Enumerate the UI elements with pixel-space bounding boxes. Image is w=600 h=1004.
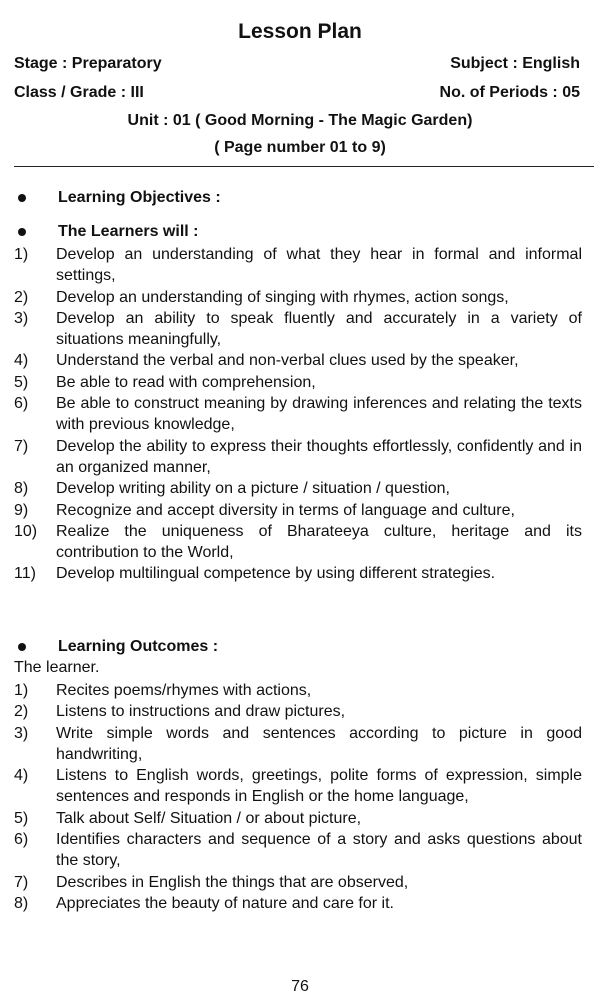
list-item-number: 4): [14, 767, 29, 785]
list-item-number: 6): [14, 395, 29, 413]
page-range: ( Page number 01 to 9): [214, 139, 386, 156]
list-item-text: Develop an understanding of singing with rhymes, action songs,: [56, 288, 509, 306]
list-item-text: Listens to English words, greetings, polite forms of expression, simple sentences and responds in English or the home language,: [56, 767, 582, 806]
list-item: [14, 829, 582, 872]
header-divider: [14, 166, 594, 167]
list-item: [14, 563, 582, 584]
objectives-list: [14, 244, 582, 585]
list-item: [14, 500, 582, 521]
list-item-text: Be able to read with comprehension,: [56, 373, 316, 391]
list-item-text: Develop multilingual competence by using different strategies.: [56, 565, 496, 583]
list-item-text: Develop an ability to speak fluently and accurately in a variety of situations meaningfully,: [56, 309, 582, 349]
list-item-text: Write simple words and sentences according to picture in good handwriting,: [56, 724, 582, 763]
list-item-number: 6): [14, 831, 29, 849]
list-item-text: Recognize and accept diversity in terms of language and culture,: [56, 501, 515, 519]
objectives-heading-text: Learning Objectives :: [58, 189, 221, 206]
header-row-1: [14, 55, 580, 73]
list-item-number: 1): [14, 246, 29, 263]
list-item-text: Identifies characters and sequence of a story and asks questions about the story,: [56, 831, 582, 870]
list-item-number: 10): [14, 522, 38, 540]
list-item: [14, 765, 582, 808]
list-item: [14, 808, 582, 829]
list-item: [14, 680, 582, 701]
list-item: [14, 872, 582, 893]
list-item-text: Talk about Self/ Situation / or about picture,: [56, 809, 362, 827]
learners-heading: [14, 223, 198, 241]
list-item: [14, 436, 582, 479]
list-item-text: Be able to construct meaning by drawing inferences and relating the texts with previous knowledge,: [56, 395, 582, 434]
list-item-number: 3): [14, 309, 29, 327]
list-item-number: 11): [14, 565, 36, 583]
list-item: [14, 308, 582, 351]
list-item-number: 7): [14, 873, 29, 891]
list-item-text: Realize the uniqueness of Bharateeya culture, heritage and its contribution to the World,: [56, 522, 582, 562]
page-title: Lesson Plan: [238, 20, 362, 43]
list-item: [14, 350, 582, 371]
periods-label: No. of Periods : 05: [439, 84, 580, 101]
list-item: [14, 287, 582, 308]
bullet-icon: [18, 194, 26, 202]
stage-label: Stage : Preparatory: [14, 55, 162, 72]
list-item: [14, 372, 582, 393]
outcomes-list: [14, 680, 582, 914]
list-item: [14, 723, 582, 766]
list-item-text: Develop the ability to express their thoughts effortlessly, confidently and in an organized manner,: [56, 437, 582, 476]
list-item: [14, 893, 582, 914]
learners-heading-text: The Learners will :: [58, 223, 199, 240]
list-item-text: Develop writing ability on a picture / situation / question,: [56, 480, 450, 498]
objectives-heading: [14, 189, 221, 207]
list-item-number: 7): [14, 437, 29, 455]
list-item-number: 2): [14, 288, 29, 306]
page-number: 76: [291, 978, 309, 995]
list-item-number: 5): [14, 373, 29, 391]
list-item-number: 8): [14, 480, 29, 498]
list-item: [14, 393, 582, 436]
list-item-number: 9): [14, 501, 29, 519]
list-item-number: 5): [14, 809, 29, 827]
list-item-number: 8): [14, 894, 29, 912]
list-item: [14, 244, 582, 287]
outcomes-heading-text: Learning Outcomes :: [58, 638, 219, 655]
list-item-text: Understand the verbal and non-verbal clues used by the speaker,: [56, 352, 519, 370]
list-item-number: 1): [14, 682, 29, 699]
list-item: [14, 701, 582, 722]
bullet-icon: [18, 643, 26, 651]
list-item: [14, 521, 582, 564]
bullet-icon: [18, 228, 26, 236]
unit-title: Unit : 01 ( Good Morning - The Magic Garden): [127, 112, 473, 129]
list-item-text: Listens to instructions and draw pictures,: [56, 703, 346, 721]
subject-label: Subject : English: [450, 55, 580, 72]
list-item-number: 3): [14, 724, 29, 742]
outcomes-intro: The learner.: [14, 659, 100, 676]
list-item-number: 2): [14, 703, 29, 721]
list-item-text: Appreciates the beauty of nature and care for it.: [56, 894, 394, 912]
header-row-2: [14, 84, 580, 102]
list-item-text: Develop an understanding of what they hear in formal and informal settings,: [56, 246, 582, 285]
list-item-text: Recites poems/rhymes with actions,: [56, 682, 312, 699]
list-item: [14, 478, 582, 499]
outcomes-heading: [14, 638, 218, 656]
class-grade-label: Class / Grade : III: [14, 84, 144, 101]
list-item-number: 4): [14, 352, 29, 370]
list-item-text: Describes in English the things that are observed,: [56, 873, 409, 891]
